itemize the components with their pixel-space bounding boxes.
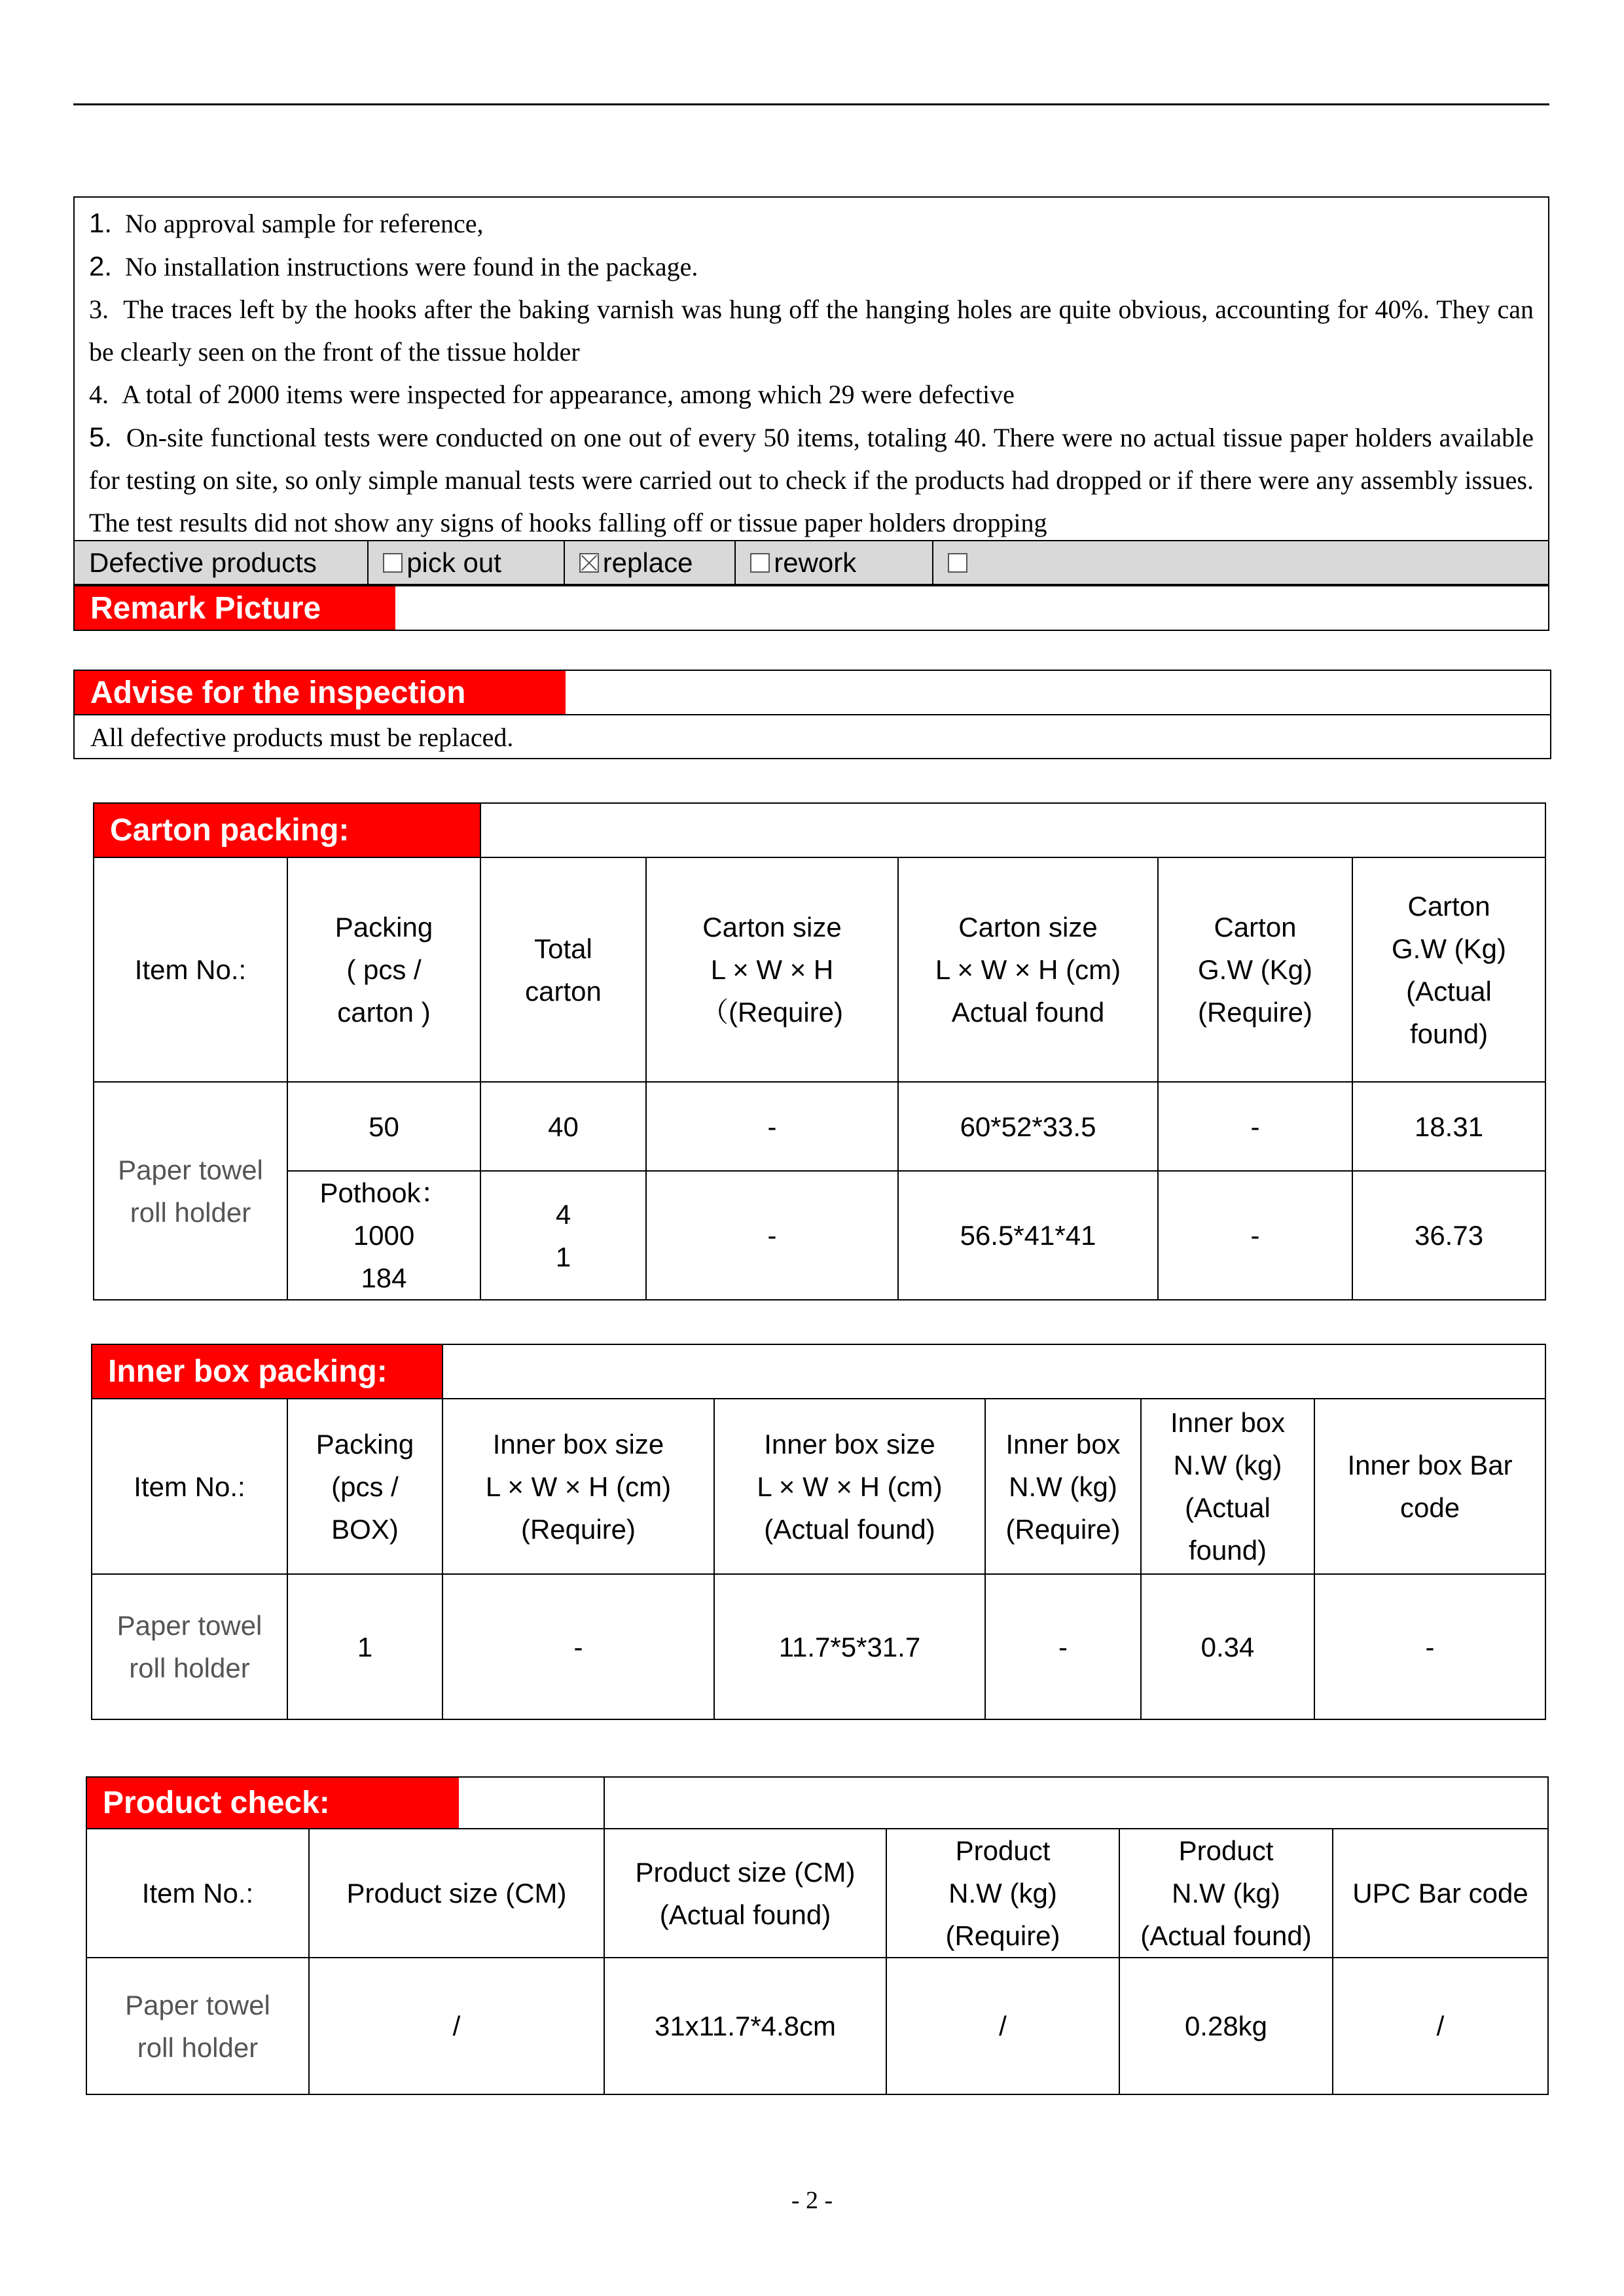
advise-text: All defective products must be replaced. xyxy=(90,723,514,752)
inner-item: Paper towel roll holder xyxy=(92,1574,287,1719)
inner-header: Item No.: xyxy=(92,1399,287,1574)
option-blank[interactable] xyxy=(933,541,1548,584)
inner-header: Inner box N.W (kg) (Require) xyxy=(985,1399,1141,1574)
carton-packing-table xyxy=(93,802,1546,1300)
product-header: UPC Bar code xyxy=(1333,1829,1548,1958)
product-header: Product size (CM) xyxy=(309,1829,604,1958)
inspection-notes xyxy=(73,196,1549,544)
inner-title-cell xyxy=(92,1344,442,1399)
defective-label: Defective products xyxy=(75,541,369,584)
carton-cell: 50 xyxy=(287,1082,480,1171)
note-2: 2. No installation instructions were found in the package. xyxy=(89,251,698,281)
remark-section xyxy=(73,585,1549,631)
product-check-table xyxy=(86,1776,1549,2095)
note-1: 1. No approval sample for reference, xyxy=(89,207,484,238)
product-header: Item No.: xyxy=(86,1829,309,1958)
option-replace[interactable]: replace xyxy=(565,541,736,584)
checkbox-icon[interactable] xyxy=(750,553,770,573)
inner-cell: 11.7*5*31.7 xyxy=(714,1574,985,1719)
inner-header: Packing (pcs / BOX) xyxy=(287,1399,442,1574)
carton-cell: - xyxy=(1158,1171,1352,1300)
product-title-cell xyxy=(86,1777,604,1829)
inner-box-table xyxy=(91,1344,1546,1720)
product-cell: / xyxy=(1333,1958,1548,2094)
carton-header: Carton size L × W × H （(Require) xyxy=(646,857,898,1082)
remark-title: Remark Picture xyxy=(75,586,395,630)
advise-title: Advise for the inspection xyxy=(75,671,566,714)
product-item: Paper towel roll holder xyxy=(86,1958,309,2094)
option-pick-out[interactable]: pick out xyxy=(369,541,564,584)
checkbox-icon[interactable] xyxy=(948,553,967,573)
header-rule xyxy=(73,103,1549,105)
carton-cell: 40 xyxy=(480,1082,646,1171)
product-cell: 31x11.7*4.8cm xyxy=(604,1958,886,2094)
defective-products-row xyxy=(73,540,1549,585)
note-4: 4. A total of 2000 items were inspected for appearance, among which 29 were defective xyxy=(89,380,1015,409)
carton-header: Carton G.W (Kg) (Require) xyxy=(1158,857,1352,1082)
inner-title: Inner box packing: xyxy=(92,1345,442,1398)
carton-cell: 18.31 xyxy=(1352,1082,1545,1171)
checked-checkbox-icon[interactable] xyxy=(579,553,599,573)
product-header: Product N.W (kg) (Actual found) xyxy=(1119,1829,1333,1958)
carton-cell: Pothook： 1000 184 xyxy=(287,1171,480,1300)
carton-cell: 36.73 xyxy=(1352,1171,1545,1300)
carton-header: Total carton xyxy=(480,857,646,1082)
carton-cell: 4 1 xyxy=(480,1171,646,1300)
inner-cell: - xyxy=(1314,1574,1545,1719)
carton-cell: 56.5*41*41 xyxy=(898,1171,1158,1300)
checkbox-icon[interactable] xyxy=(383,553,403,573)
option-rework[interactable]: rework xyxy=(736,541,933,584)
carton-cell: - xyxy=(646,1171,898,1300)
inner-header: Inner box Bar code xyxy=(1314,1399,1545,1574)
carton-title: Carton packing: xyxy=(94,804,480,857)
inner-cell: 0.34 xyxy=(1141,1574,1314,1719)
inner-cell: 1 xyxy=(287,1574,442,1719)
carton-cell: 60*52*33.5 xyxy=(898,1082,1158,1171)
inner-header: Inner box size L × W × H (cm) (Actual found) xyxy=(714,1399,985,1574)
product-cell: 0.28kg xyxy=(1119,1958,1333,2094)
note-3: 3. The traces left by the hooks after the baking varnish was hung off the hanging holes are quite obvious, accounting for 40%. They can be clearly seen on the front of the tissue holder xyxy=(89,295,1534,367)
carton-cell: - xyxy=(646,1082,898,1171)
page-number: - 2 - xyxy=(791,2187,833,2214)
carton-header: Item No.: xyxy=(94,857,287,1082)
inner-header: Inner box N.W (kg) (Actual found) xyxy=(1141,1399,1314,1574)
product-header: Product N.W (kg) (Require) xyxy=(886,1829,1119,1958)
inner-header: Inner box size L × W × H (cm) (Require) xyxy=(442,1399,714,1574)
carton-header: Carton size L × W × H (cm) Actual found xyxy=(898,857,1158,1082)
note-5: 5. On-site functional tests were conducted on one out of every 50 items, totaling 40. There were no actual tissue paper holders available for testing on site, so only simple manual tests were carried out to check if the products had dropped or if there were any assembly issues. The test results did not show any signs of hooks falling off or tissue paper holders dropping xyxy=(89,422,1534,537)
product-header: Product size (CM) (Actual found) xyxy=(604,1829,886,1958)
product-cell: / xyxy=(886,1958,1119,2094)
carton-header: Packing ( pcs / carton ) xyxy=(287,857,480,1082)
inner-cell: - xyxy=(442,1574,714,1719)
product-cell: / xyxy=(309,1958,604,2094)
product-title: Product check: xyxy=(87,1778,459,1828)
carton-header: Carton G.W (Kg) (Actual found) xyxy=(1352,857,1545,1082)
carton-item: Paper towel roll holder xyxy=(94,1082,287,1300)
carton-cell: - xyxy=(1158,1082,1352,1171)
carton-title-cell xyxy=(94,803,480,857)
inner-cell: - xyxy=(985,1574,1141,1719)
advise-section xyxy=(73,670,1551,759)
